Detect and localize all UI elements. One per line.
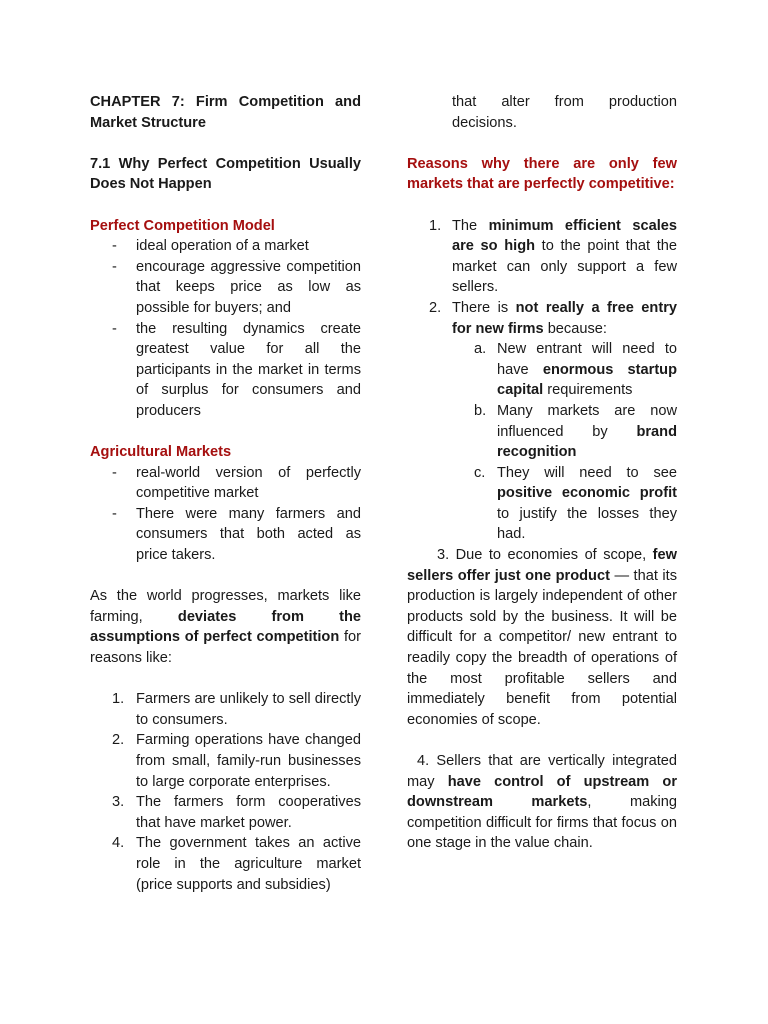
list-item: 2. There is not really a free entry for new firms because: [429, 299, 677, 337]
pcm-heading: Perfect Competition Model [90, 217, 275, 234]
list-item: 4. The government takes an active role in the agriculture market (price supports and subsidies) [112, 835, 361, 893]
ag-heading: Agricultural Markets [90, 444, 232, 461]
list-item: a. New entrant will need to have enormous startup capital requirements [474, 341, 678, 399]
list-item: 2. Farming operations have changed from small, family-run businesses to large corporate enterprises. [112, 732, 361, 790]
list-item: - ideal operation of a market [112, 238, 309, 255]
list-item: - encourage aggressive competition that keeps price as low as possible for buyers; and [112, 258, 361, 316]
right-column [407, 92, 677, 854]
list-item: - real-world version of perfectly competitive market [112, 464, 361, 502]
progress-paragraph: As the world progresses, markets like farming, deviates from the assumptions of perfect competition for reasons like: [90, 588, 361, 667]
reason-3-paragraph: 3. Due to economies of scope, few sellers offer just one product — that its production is largely independent of other products sold by the business. It will be difficult for a competitor/ new entrant to readily copy the breadth of operations of the most profitable sellers and immediately benefit from potential economies of scope. [407, 547, 677, 728]
list-item: c. They will need to see positive economic profit to justify the losses they had. [474, 464, 677, 543]
chapter-title: CHAPTER 7: Firm Competition and Market Structure [90, 94, 361, 131]
list-item: - the resulting dynamics create greatest value for all the participants in the market in terms of surplus for consumers and producers [112, 320, 361, 419]
continuation-text: that alter from production decisions. [452, 94, 677, 131]
section-title: 7.1 Why Perfect Competition Usually Does Not Happen [90, 155, 361, 193]
list-item: 1. Farmers are unlikely to sell directly to consumers. [112, 691, 361, 728]
list-item: 3. The farmers form cooperatives that have market power. [112, 794, 361, 831]
list-item: 1. The minimum efficient scales are so high to the point that the market can only support a few sellers. [429, 217, 677, 296]
list-item: b. Many markets are now influenced by brand recognition [474, 402, 677, 461]
list-item: - There were many farmers and consumers that both acted as price takers. [112, 505, 361, 564]
reasons-heading: Reasons why there are only few markets that are perfectly competitive: [407, 155, 677, 193]
left-column [90, 92, 361, 895]
reason-4-paragraph: 4. Sellers that are vertically integrated may have control of upstream or downstream markets, making competition difficult for firms that focus on one stage in the value chain. [407, 753, 677, 852]
